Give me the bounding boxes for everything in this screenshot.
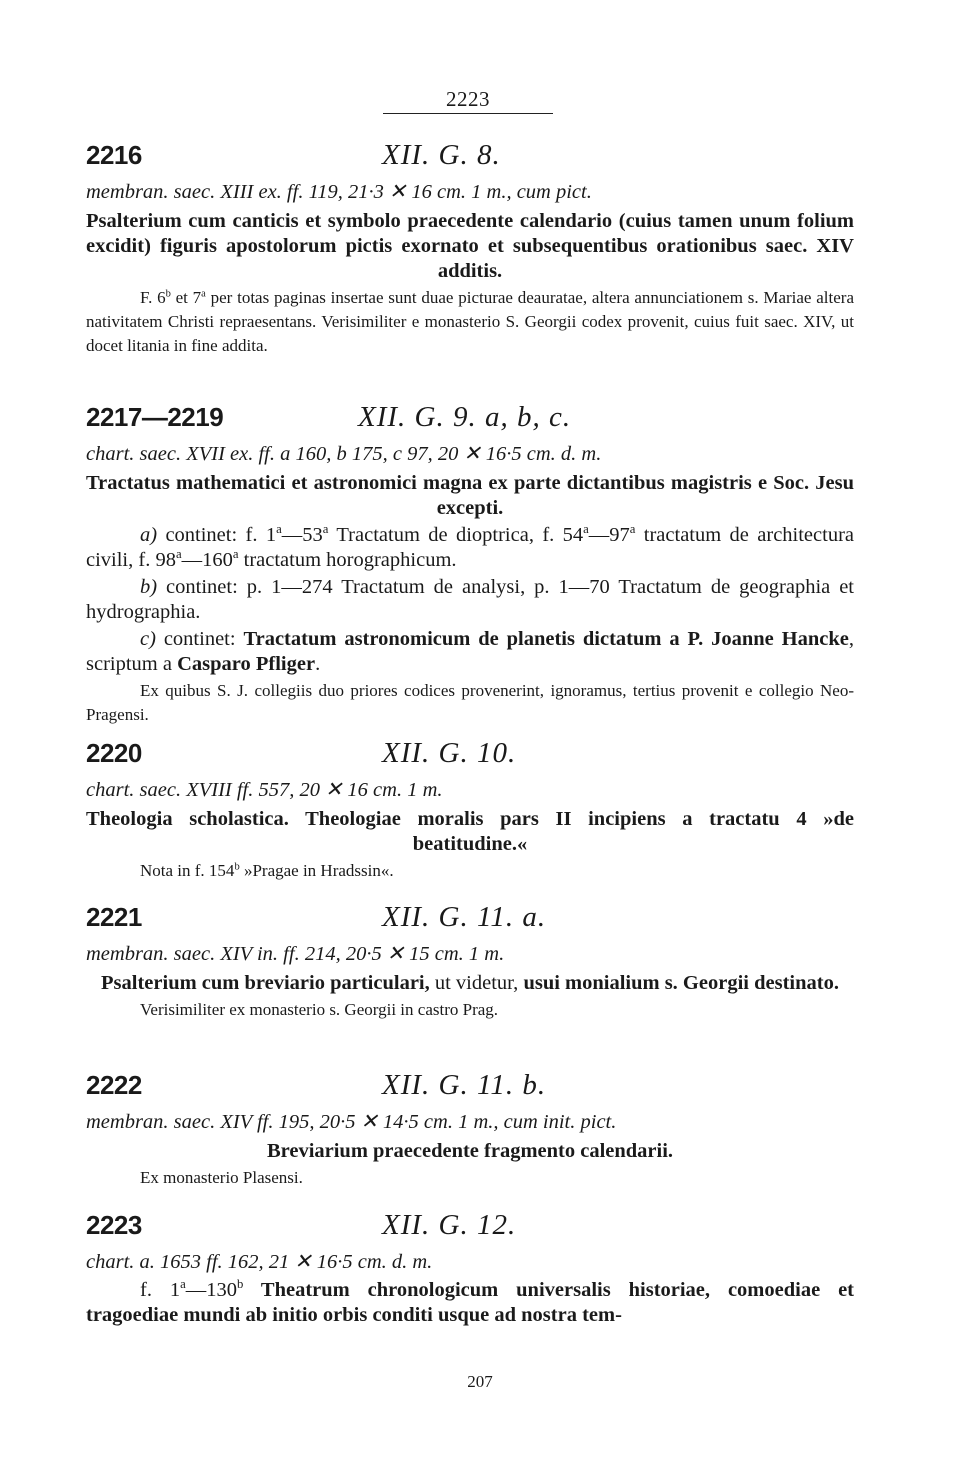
entry-description: chart. saec. XVII ex. ff. a 160, b 175, c 97, 20 ✕ 16·5 cm. d. m. — [86, 443, 602, 465]
entry-title: Theologia scholastica. Theologiae moralis pars II incipiens a tractatu 4 »de beatitudine.« — [86, 808, 854, 855]
catalog-entry — [86, 1208, 854, 1328]
entry-description: membran. saec. XIII ex. ff. 119, 21·3 ✕ 16 cm. 1 m., cum pict. — [86, 181, 592, 203]
running-head: 2223 — [446, 87, 490, 111]
entry-note: Verisimiliter ex monasterio s. Georgii in castro Prag. — [140, 1000, 499, 1019]
page-number: 207 — [467, 1372, 493, 1391]
entry-note: Ex quibus S. J. collegiis duo priores codices provenerint, ignoramus, tertius provenit e collegio Neo-Pragensi. — [86, 681, 854, 724]
shelf-signature: XII. G. 11. b. — [382, 1069, 547, 1101]
entry-number: 2221 — [86, 902, 142, 932]
shelf-signature: XII. G. 10. — [382, 737, 517, 769]
entry-note: Nota in f. 154$^b$ »Pragae in Hradssin«. — [140, 861, 394, 880]
volume-a-contents: a) continet: f. 1$^a$—53$^a$ Tractatum de dioptrica, f. 54$^a$—97$^a$ tractatum de architectura civili, f. 98$^a$—160$^a$ tractatum horographicum. — [86, 522, 854, 571]
entry-note: Ex monasterio Plasensi. — [140, 1168, 303, 1187]
entry-contents: f. 1$^a$—130$^b$ Theatrum chronologicum universalis historiae, comoediae et tragoediae mundi ab initio orbis conditi usque ad nostra tem- — [86, 1277, 855, 1326]
shelf-signature: XII. G. 9. a, b, c. — [358, 401, 572, 433]
volume-b-contents: b) continet: p. 1—274 Tractatum de analysi, p. 1—70 Tractatum de geographia et hydrographia. — [86, 576, 854, 623]
entry-title: Tractatus mathematici et astronomici magna ex parte dictantibus magistris e Soc. Jesu excepti. — [86, 472, 854, 519]
shelf-signature: XII. G. 8. — [382, 139, 501, 171]
entry-description: membran. saec. XIV in. ff. 214, 20·5 ✕ 15 cm. 1 m. — [86, 943, 505, 965]
entry-number: 2216 — [86, 140, 142, 170]
shelf-signature: XII. G. 11. a. — [382, 901, 547, 933]
header-rule — [383, 113, 553, 114]
entry-number: 2222 — [86, 1070, 142, 1100]
catalog-entry — [86, 736, 854, 883]
entry-description: chart. a. 1653 ff. 162, 21 ✕ 16·5 cm. d. m. — [86, 1251, 433, 1273]
catalog-entry — [86, 138, 854, 358]
entry-title: Breviarium praecedente fragmento calendarii. — [266, 1140, 674, 1162]
catalog-entry — [86, 900, 854, 1022]
entry-number: 2217—2219 — [86, 402, 224, 432]
entry-number: 2220 — [86, 738, 142, 768]
volume-c-contents: c) continet: Tractatum astronomicum de planetis dictatum a P. Joanne Hancke, scriptum a Casparo Pfliger. — [86, 628, 854, 675]
catalog-entry — [86, 400, 854, 727]
entry-description: chart. saec. XVIII ff. 557, 20 ✕ 16 cm. 1 m. — [86, 779, 443, 801]
entry-number: 2223 — [86, 1210, 142, 1240]
shelf-signature: XII. G. 12. — [382, 1209, 517, 1241]
entry-title: Psalterium cum breviario particulari, ut videtur, usui monialium s. Georgii destinato. — [101, 972, 839, 994]
entry-description: membran. saec. XIV ff. 195, 20·5 ✕ 14·5 cm. 1 m., cum init. pict. — [86, 1111, 617, 1133]
entry-title: Psalterium cum canticis et symbolo praecedente calendario (cuius tamen unum folium excidit) figuris apostolorum pictis exornato et subsequentibus orationibus saec. XIV additis. — [86, 210, 854, 282]
catalog-entry — [86, 1068, 854, 1190]
entry-note: F. 6$^b$ et 7$^a$ per totas paginas insertae sunt duae picturae deauratae, altera annunciationem s. Mariae altera nativitatem Christi repraesentans. Verisimiliter e monasterio S. Georgii codex provenit, cuius fuit saec. XIV, ut docet litania in fine addita. — [86, 288, 854, 355]
